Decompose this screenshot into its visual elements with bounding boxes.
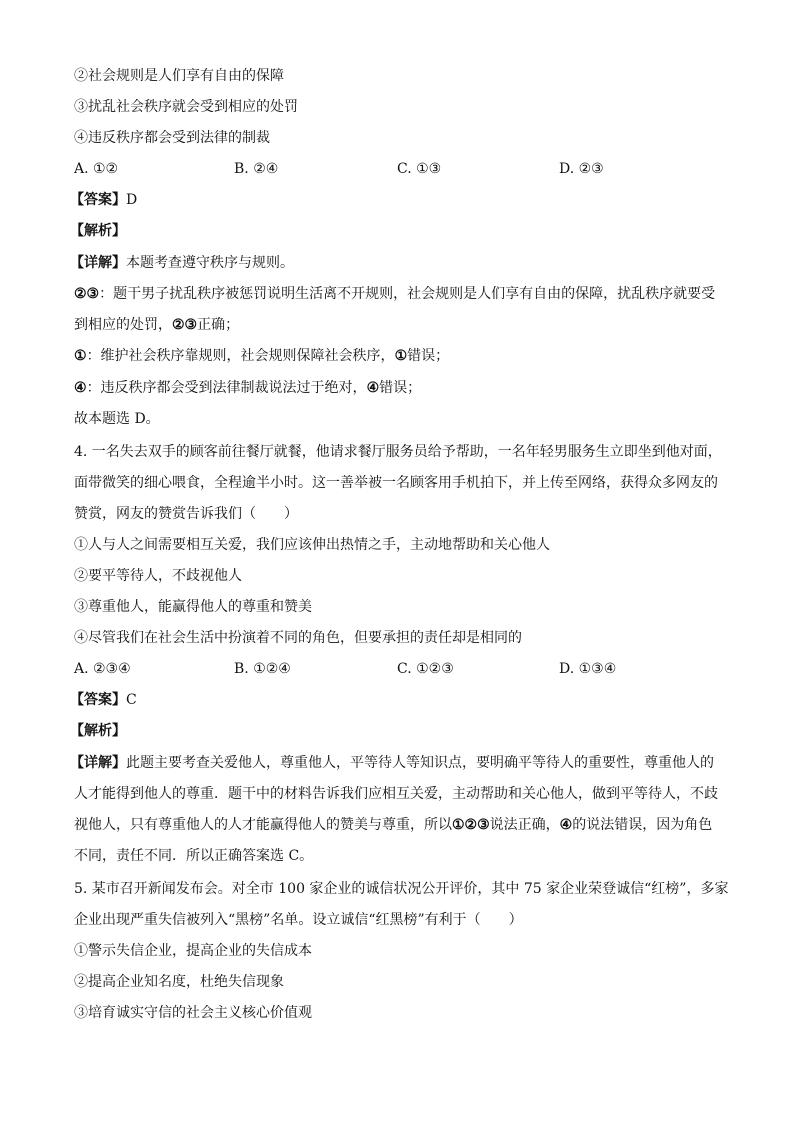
explain-marker: ④ [366, 380, 380, 396]
q3-explain-line-1 [74, 284, 715, 304]
explain-text: ：题干男子扰乱秩序被惩罚说明生活离不开规则，社会规则是人们享有自由的保障，扰乱秩序就要受 [99, 286, 716, 302]
explain-marker: ①②③ [452, 817, 490, 833]
detail-text: 的说法错误，因为角色 [572, 817, 713, 833]
q4-analysis-label: 【解析】 [70, 723, 126, 739]
q4-option-c: C. ①②③ [397, 661, 454, 677]
q4-item-3: ③尊重他人，能赢得他人的尊重和赞美 [74, 599, 312, 615]
explain-marker: ④ [559, 817, 573, 833]
explain-text: 到相应的处罚， [74, 317, 172, 333]
q4-detail-line-3 [74, 815, 712, 835]
q3-analysis-label: 【解析】 [70, 223, 126, 239]
q3-explain-line-4 [74, 378, 421, 398]
q3-option-c: C. ①③ [397, 161, 442, 177]
detail-text: 此题主要考查关爱他人，尊重他人，平等待人等知识点，要明确平等待人的重要性，尊重他人的 [126, 755, 714, 771]
explain-tail: 错误； [407, 348, 450, 364]
q4-stem-line-3: 赞赏，网友的赞赏告诉我们（ ） [74, 506, 298, 522]
detail-text: 本题考查遵守秩序与规则。 [126, 255, 294, 271]
q4-detail-line-1 [70, 753, 714, 773]
detail-text: 视他人，只有尊重他人的人才能赢得他人的赞美与尊重，所以 [74, 817, 452, 833]
q4-options [74, 659, 674, 679]
q3-detail [70, 253, 294, 273]
q5-item-3: ③培育诚实守信的社会主义核心价值观 [74, 1005, 312, 1021]
q4-stem-line-2: 面带微笑的细心喂食，全程逾半小时。这一善举被一名顾客用手机拍下，并上传至网络，获得众多网友的 [74, 475, 718, 491]
q3-option-d: D. ②③ [559, 161, 604, 177]
q3-explain-line-2 [74, 315, 239, 335]
answer-value: C [126, 692, 137, 708]
explain-marker: ②③ [172, 317, 198, 333]
q3-item-4: ④违反秩序都会受到法律的制裁 [74, 130, 270, 146]
q5-stem-line-2: 企业出现严重失信被列入“黑榜”名单。设立诚信“红黑榜”有利于（ ） [74, 912, 523, 928]
detail-text: 说法正确， [489, 817, 560, 833]
q4-option-d: D. ①③④ [559, 661, 617, 677]
q4-option-a: A. ②③④ [74, 661, 131, 677]
explain-marker: ① [394, 348, 408, 364]
q4-item-1: ①人与人之间需要相互关爱，我们应该伸出热情之手，主动地帮助和关心他人 [74, 537, 550, 553]
answer-value: D [126, 192, 138, 208]
q5-item-1: ①警示失信企业，提高企业的失信成本 [74, 943, 312, 959]
explain-marker: ④ [74, 380, 87, 396]
q5-item-2: ②提高企业知名度，杜绝失信现象 [74, 974, 284, 990]
answer-label: 【答案】 [70, 692, 126, 708]
q4-item-2: ②要平等待人，不歧视他人 [74, 568, 242, 584]
explain-tail: 错误； [379, 380, 422, 396]
detail-label: 【详解】 [70, 255, 126, 271]
q4-item-4: ④尽管我们在社会生活中扮演着不同的角色，但要承担的责任却是相同的 [74, 630, 522, 646]
q3-item-2: ②社会规则是人们享有自由的保障 [74, 68, 284, 84]
answer-label: 【答案】 [70, 192, 126, 208]
explain-marker: ②③ [74, 286, 100, 302]
q4-answer [70, 690, 137, 710]
explain-marker: ① [74, 348, 87, 364]
q3-options [74, 159, 674, 179]
q4-option-b: B. ①②④ [234, 661, 291, 677]
q4-detail-line-2: 人才能得到他人的尊重．题干中的材料告诉我们应相互关爱，主动帮助和关心他人，做到平等待人，不歧 [74, 786, 718, 802]
q3-answer [70, 190, 137, 210]
explain-text: ：维护社会秩序靠规则，社会规则保障社会秩序， [86, 348, 395, 364]
q4-detail-line-4: 不同，责任不同．所以正确答案选 C。 [74, 848, 314, 864]
q3-option-a: A. ①② [74, 161, 119, 177]
q4-stem-line-1: 4. 一名失去双手的顾客前往餐厅就餐，他请求餐厅服务员给予帮助，一名年轻男服务生立即坐到他对面， [74, 444, 722, 460]
q3-item-3: ③扰乱社会秩序就会受到相应的处罚 [74, 99, 298, 115]
q3-option-b: B. ②④ [234, 161, 279, 177]
explain-tail: 正确； [197, 317, 240, 333]
q5-stem-line-1: 5. 某市召开新闻发布会。对全市 100 家企业的诚信状况公开评价，其中 75 家企业荣登诚信“红榜”，多家 [74, 881, 729, 897]
q3-conclusion: 故本题选 D。 [74, 411, 160, 427]
explain-text: ：违反秩序都会受到法律制裁说法过于绝对， [86, 380, 367, 396]
detail-label: 【详解】 [70, 755, 126, 771]
q3-explain-line-3 [74, 346, 449, 366]
